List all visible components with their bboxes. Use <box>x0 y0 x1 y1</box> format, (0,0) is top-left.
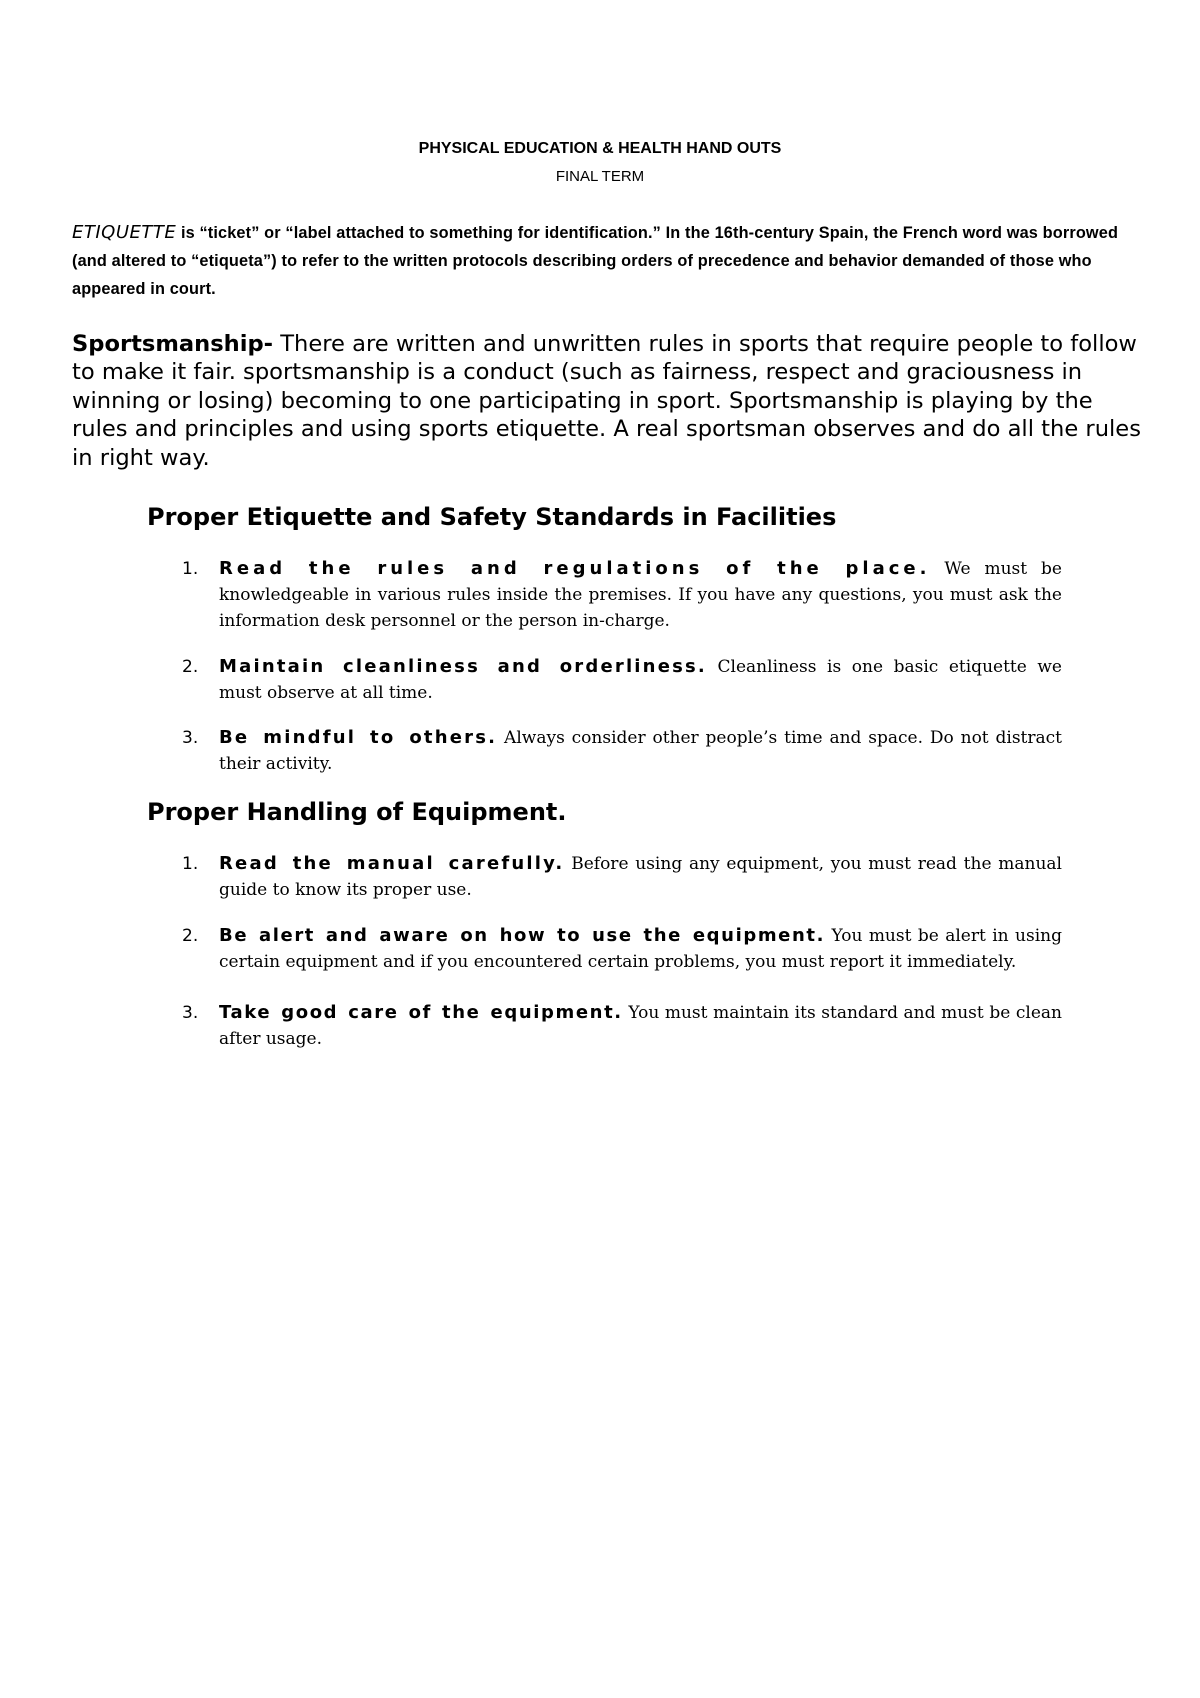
equipment-item-2 <box>182 923 1062 975</box>
list-item-lead: Read the rules and regulations of the place. <box>219 558 931 579</box>
etiquette-term: ETIQUETTE <box>72 222 177 243</box>
list-item-text: We must be knowledgeable in various rules inside the premises. If you have any questions, you must ask the information desk personnel or the person in-charge. <box>219 559 1062 631</box>
list-number: 2. <box>182 657 199 677</box>
facilities-item-3 <box>182 725 1062 777</box>
equipment-item-1 <box>182 851 1062 903</box>
sportsmanship-definition: There are written and unwritten rules in sports that require people to follow to make it fair. sportsmanship is a conduct (such as fairness, respect and graciousness in winning or losing) becoming to one participating in sport. Sportsmanship is playing by the rules and principles and using sports etiquette. A real sportsman observes and do all the rules in right way. <box>72 331 1141 471</box>
document-title: PHYSICAL EDUCATION & HEALTH HAND OUTS <box>418 140 782 157</box>
list-number: 2. <box>182 926 199 946</box>
list-item-text: You must maintain its standard and must be clean after usage. <box>219 1003 1062 1049</box>
equipment-heading: Proper Handling of Equipment. <box>147 798 567 826</box>
etiquette-paragraph <box>72 219 1142 303</box>
equipment-item-3 <box>182 1000 1062 1052</box>
list-item-lead: Maintain cleanliness and orderliness. <box>219 656 707 677</box>
list-item-text: Always consider other people’s time and space. Do not distract their activity. <box>219 728 1063 774</box>
list-item-lead: Read the manual carefully. <box>219 853 565 874</box>
list-item-lead: Be alert and aware on how to use the equipment. <box>219 925 826 946</box>
facilities-item-2 <box>182 654 1062 706</box>
list-number: 3. <box>182 1003 199 1023</box>
list-number: 3. <box>182 728 199 748</box>
list-item-lead: Take good care of the equipment. <box>219 1002 623 1023</box>
sportsmanship-paragraph <box>72 330 1142 472</box>
list-item-lead: Be mindful to others. <box>219 727 498 748</box>
list-item-text: Before using any equipment, you must read the manual guide to know its proper use. <box>219 854 1062 900</box>
list-item-text: Cleanliness is one basic etiquette we must observe at all time. <box>219 657 1062 703</box>
facilities-item-1 <box>182 556 1062 634</box>
sportsmanship-term: Sportsmanship- <box>72 331 274 357</box>
list-number: 1. <box>182 559 199 579</box>
list-item-text: You must be alert in using certain equipment and if you encountered certain problems, you must report it immediately. <box>219 926 1062 972</box>
document-subtitle: FINAL TERM <box>555 168 645 185</box>
etiquette-definition: is “ticket” or “label attached to something for identification.” In the 16th-century Spain, the French word was borrowed (and altered to “etiqueta”) to refer to the written protocols describing orders of precedence and behavior demanded of those who appeared in court. <box>72 224 1119 298</box>
facilities-heading: Proper Etiquette and Safety Standards in Facilities <box>147 503 837 531</box>
list-number: 1. <box>182 854 199 874</box>
